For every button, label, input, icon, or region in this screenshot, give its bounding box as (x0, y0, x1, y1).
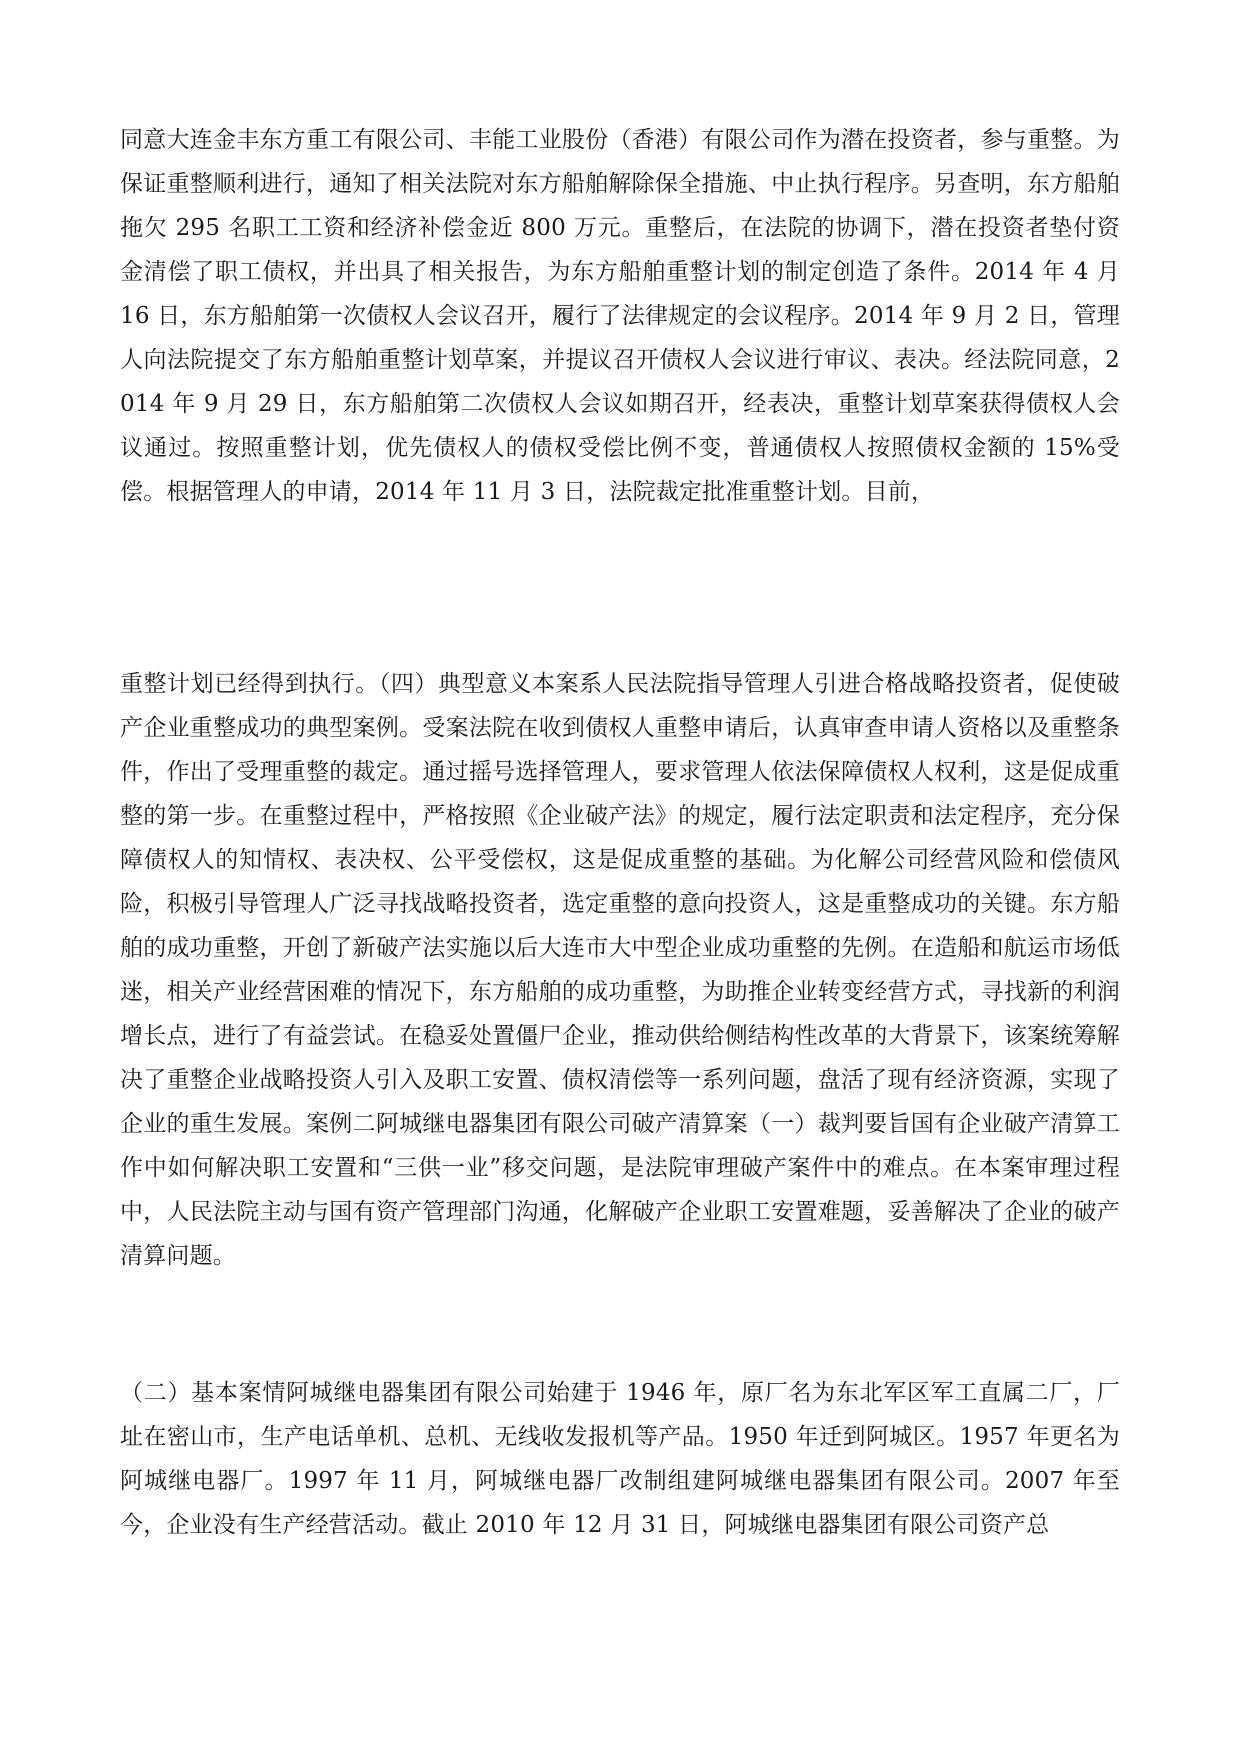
paragraph-typical-significance: 重整计划已经得到执行。（四）典型意义本案系人民法院指导管理人引进合格战略投资者，促使破产企业重整成功的典型案例。受案法院在收到债权人重整申请后，认真审查申请人资格以及重整条件，作出了受理重整的裁定。通过摇号选择管理人，要求管理人依法保障债权人权利，这是促成重整的第一步。在重整过程中，严格按照《企业破产法》的规定，履行法定职责和法定程序，充分保障债权人的知情权、表决权、公平受偿权，这是促成重整的基础。为化解公司经营风险和偿债风险，积极引导管理人广泛寻找战略投资者，选定重整的意向投资人，这是重整成功的关键。东方船舶的成功重整，开创了新破产法实施以后大连市大中型企业成功重整的先例。在造船和航运市场低迷，相关产业经营困难的情况下，东方船舶的成功重整，为助推企业转变经营方式，寻找新的利润增长点，进行了有益尝试。在稳妥处置僵尸企业，推动供给侧结构性改革的大背景下，该案统筹解决了重整企业战略投资人引入及职工安置、债权清偿等一系列问题，盘活了现有经济资源，实现了企业的重生发展。案例二阿城继电器集团有限公司破产清算案（一）裁判要旨国有企业破产清算工作中如何解决职工安置和“三供一业”移交问题，是法院审理破产案件中的难点。在本案审理过程中，人民法院主动与国有资产管理部门沟通，化解破产企业职工安置难题，妥善解决了企业的破产清算问题。 (120, 671, 1120, 1269)
paragraph-basic-case-facts: （二）基本案情阿城继电器集团有限公司始建于 1946 年，原厂名为东北军区军工直属二厂，厂址在密山市，生产电话单机、总机、无线收发报机等产品。1950 年迁到阿城区。1957 年更名为阿城继电器厂。1997 年 11 月，阿城继电器厂改制组建阿城继电器集团有限公司。2007 年至今，企业没有生产经营活动。截止 2010 年 12 月 31 日，阿城继电器集团有限公司资产总 (120, 1380, 1120, 1538)
paragraph-restructuring-process: 同意大连金丰东方重工有限公司、丰能工业股份（香港）有限公司作为潜在投资者，参与重整。为保证重整顺利进行，通知了相关法院对东方船舶解除保全措施、中止执行程序。另查明，东方船舶拖欠 295 名职工工资和经济补偿金近 800 万元。重整后，在法院的协调下，潜在投资者垫付资金清偿了职工债权，并出具了相关报告，为东方船舶重整计划的制定创造了条件。2014 年 4 月 16 日，东方船舶第一次债权人会议召开，履行了法律规定的会议程序。2014 年 9 月 2 日，管理人向法院提交了东方船舶重整计划草案，并提议召开债权人会议进行审议、表决。经法院同意，2014 年 9 月 29 日，东方船舶第二次债权人会议如期召开，经表决，重整计划草案获得债权人会议通过。按照重整计划，优先债权人的债权受偿比例不变，普通债权人按照债权金额的 15%受偿。根据管理人的申请，2014 年 11 月 3 日，法院裁定批准重整计划。目前， (120, 127, 1120, 505)
